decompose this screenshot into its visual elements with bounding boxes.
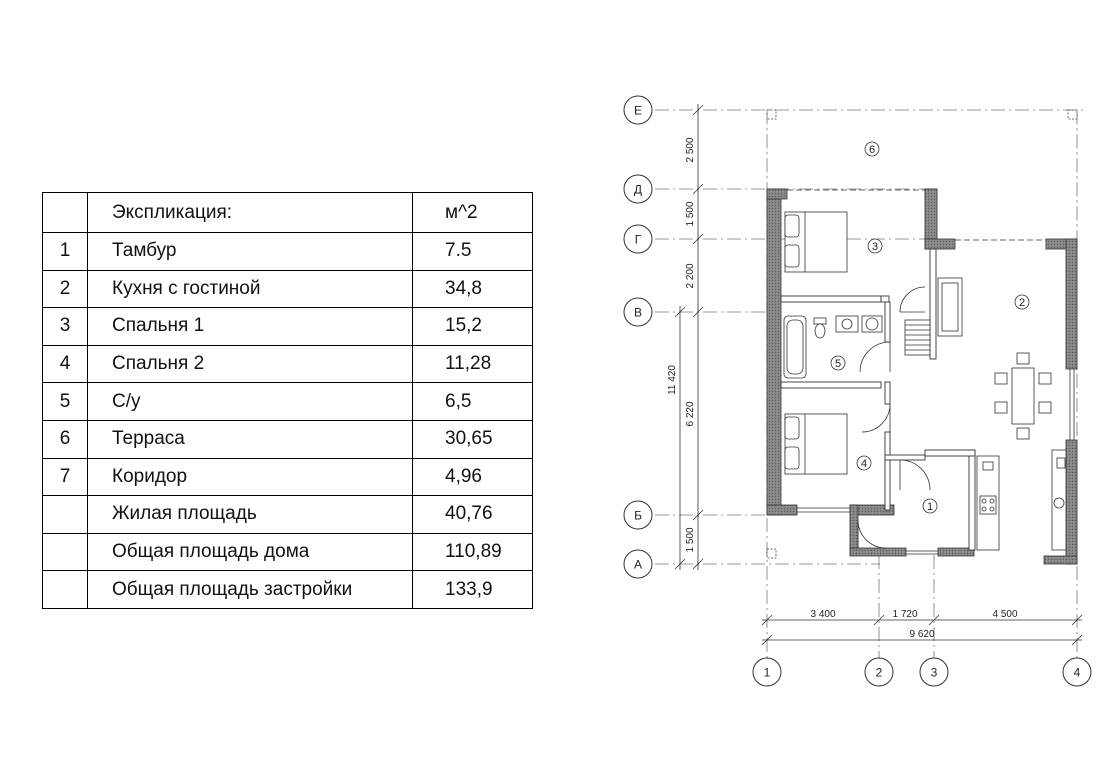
row-axis-label: В	[633, 305, 643, 320]
dimension-total-label: 11 420	[667, 365, 678, 395]
room-num-cell: 5	[43, 383, 88, 421]
kitchen-counter-icon	[977, 450, 1066, 550]
column-axis-markers	[753, 658, 1091, 686]
room-num-cell: 4	[43, 345, 88, 383]
row-axis-label: Д	[633, 182, 643, 197]
room-area-cell: 30,65	[413, 420, 533, 458]
room-name-cell: Тамбур	[88, 233, 413, 271]
sink-icon	[836, 316, 882, 332]
room-num-cell: 7	[43, 458, 88, 496]
room-name-cell: Кухня с гостиной	[88, 270, 413, 308]
room-number-label: 2	[1018, 297, 1026, 309]
room-name-cell: С/у	[88, 383, 413, 421]
header-unit-cell: м^2	[413, 193, 533, 233]
header-name-cell: Экспликация:	[88, 193, 413, 233]
room-number-label: 1	[926, 501, 934, 513]
row-axis-markers	[624, 96, 652, 578]
dimension-label: 1 500	[685, 527, 696, 553]
room-area-cell: 15,2	[413, 308, 533, 346]
room-area-cell: 7.5	[413, 233, 533, 271]
room-number-label: 6	[868, 144, 876, 156]
bed-icon	[785, 414, 847, 474]
horizontal-dimension-labels	[810, 609, 1017, 640]
room-name-cell: Общая площадь застройки	[88, 571, 413, 609]
dining-table-icon	[995, 353, 1051, 439]
row-axis-label: Г	[634, 232, 642, 247]
column-axis-label: 1	[763, 665, 771, 680]
room-name-cell: Коридор	[88, 458, 413, 496]
room-name-cell: Терраса	[88, 420, 413, 458]
room-num-cell: 2	[43, 270, 88, 308]
vertical-dimension-labels	[667, 137, 696, 552]
sofa-icon	[938, 278, 962, 336]
room-area-cell: 6,5	[413, 383, 533, 421]
room-number-label: 4	[860, 458, 868, 470]
dimension-label: 3 400	[810, 609, 836, 620]
row-axis-label: Е	[633, 103, 643, 118]
toilet-icon	[814, 318, 826, 338]
room-num-cell: 1	[43, 233, 88, 271]
room-area-cell: 4,96	[413, 458, 533, 496]
room-num-cell: 6	[43, 420, 88, 458]
dimension-label: 1 500	[685, 201, 696, 227]
room-num-cell: 3	[43, 308, 88, 346]
dimension-label: 2 200	[685, 263, 696, 289]
room-area-cell: 110,89	[413, 533, 533, 571]
dimension-label: 4 500	[992, 609, 1018, 620]
room-area-cell: 34,8	[413, 270, 533, 308]
vertical-dimension-lines	[675, 104, 703, 570]
bathtub-icon	[784, 316, 806, 378]
room-area-cell: 40,76	[413, 496, 533, 534]
dimension-label: 6 220	[685, 401, 696, 427]
room-number-label: 5	[834, 358, 842, 370]
room-name-cell: Жилая площадь	[88, 496, 413, 534]
row-axis-label: А	[633, 557, 643, 572]
room-name-cell: Общая площадь дома	[88, 533, 413, 571]
room-number-label: 3	[871, 241, 879, 253]
room-area-cell: 11,28	[413, 345, 533, 383]
bed-icon	[785, 212, 847, 272]
row-axis-label: Б	[634, 508, 642, 523]
dimension-label: 1 720	[892, 609, 918, 620]
column-axis-label: 2	[875, 665, 883, 680]
room-name-cell: Спальня 2	[88, 345, 413, 383]
column-axis-label: 4	[1073, 665, 1081, 680]
column-axis-label: 3	[930, 665, 938, 680]
room-name-cell: Спальня 1	[88, 308, 413, 346]
room-area-cell: 133,9	[413, 571, 533, 609]
dimension-total-label: 9 620	[909, 629, 935, 640]
dimension-label: 2 500	[685, 137, 696, 163]
stairs-icon	[905, 320, 930, 355]
